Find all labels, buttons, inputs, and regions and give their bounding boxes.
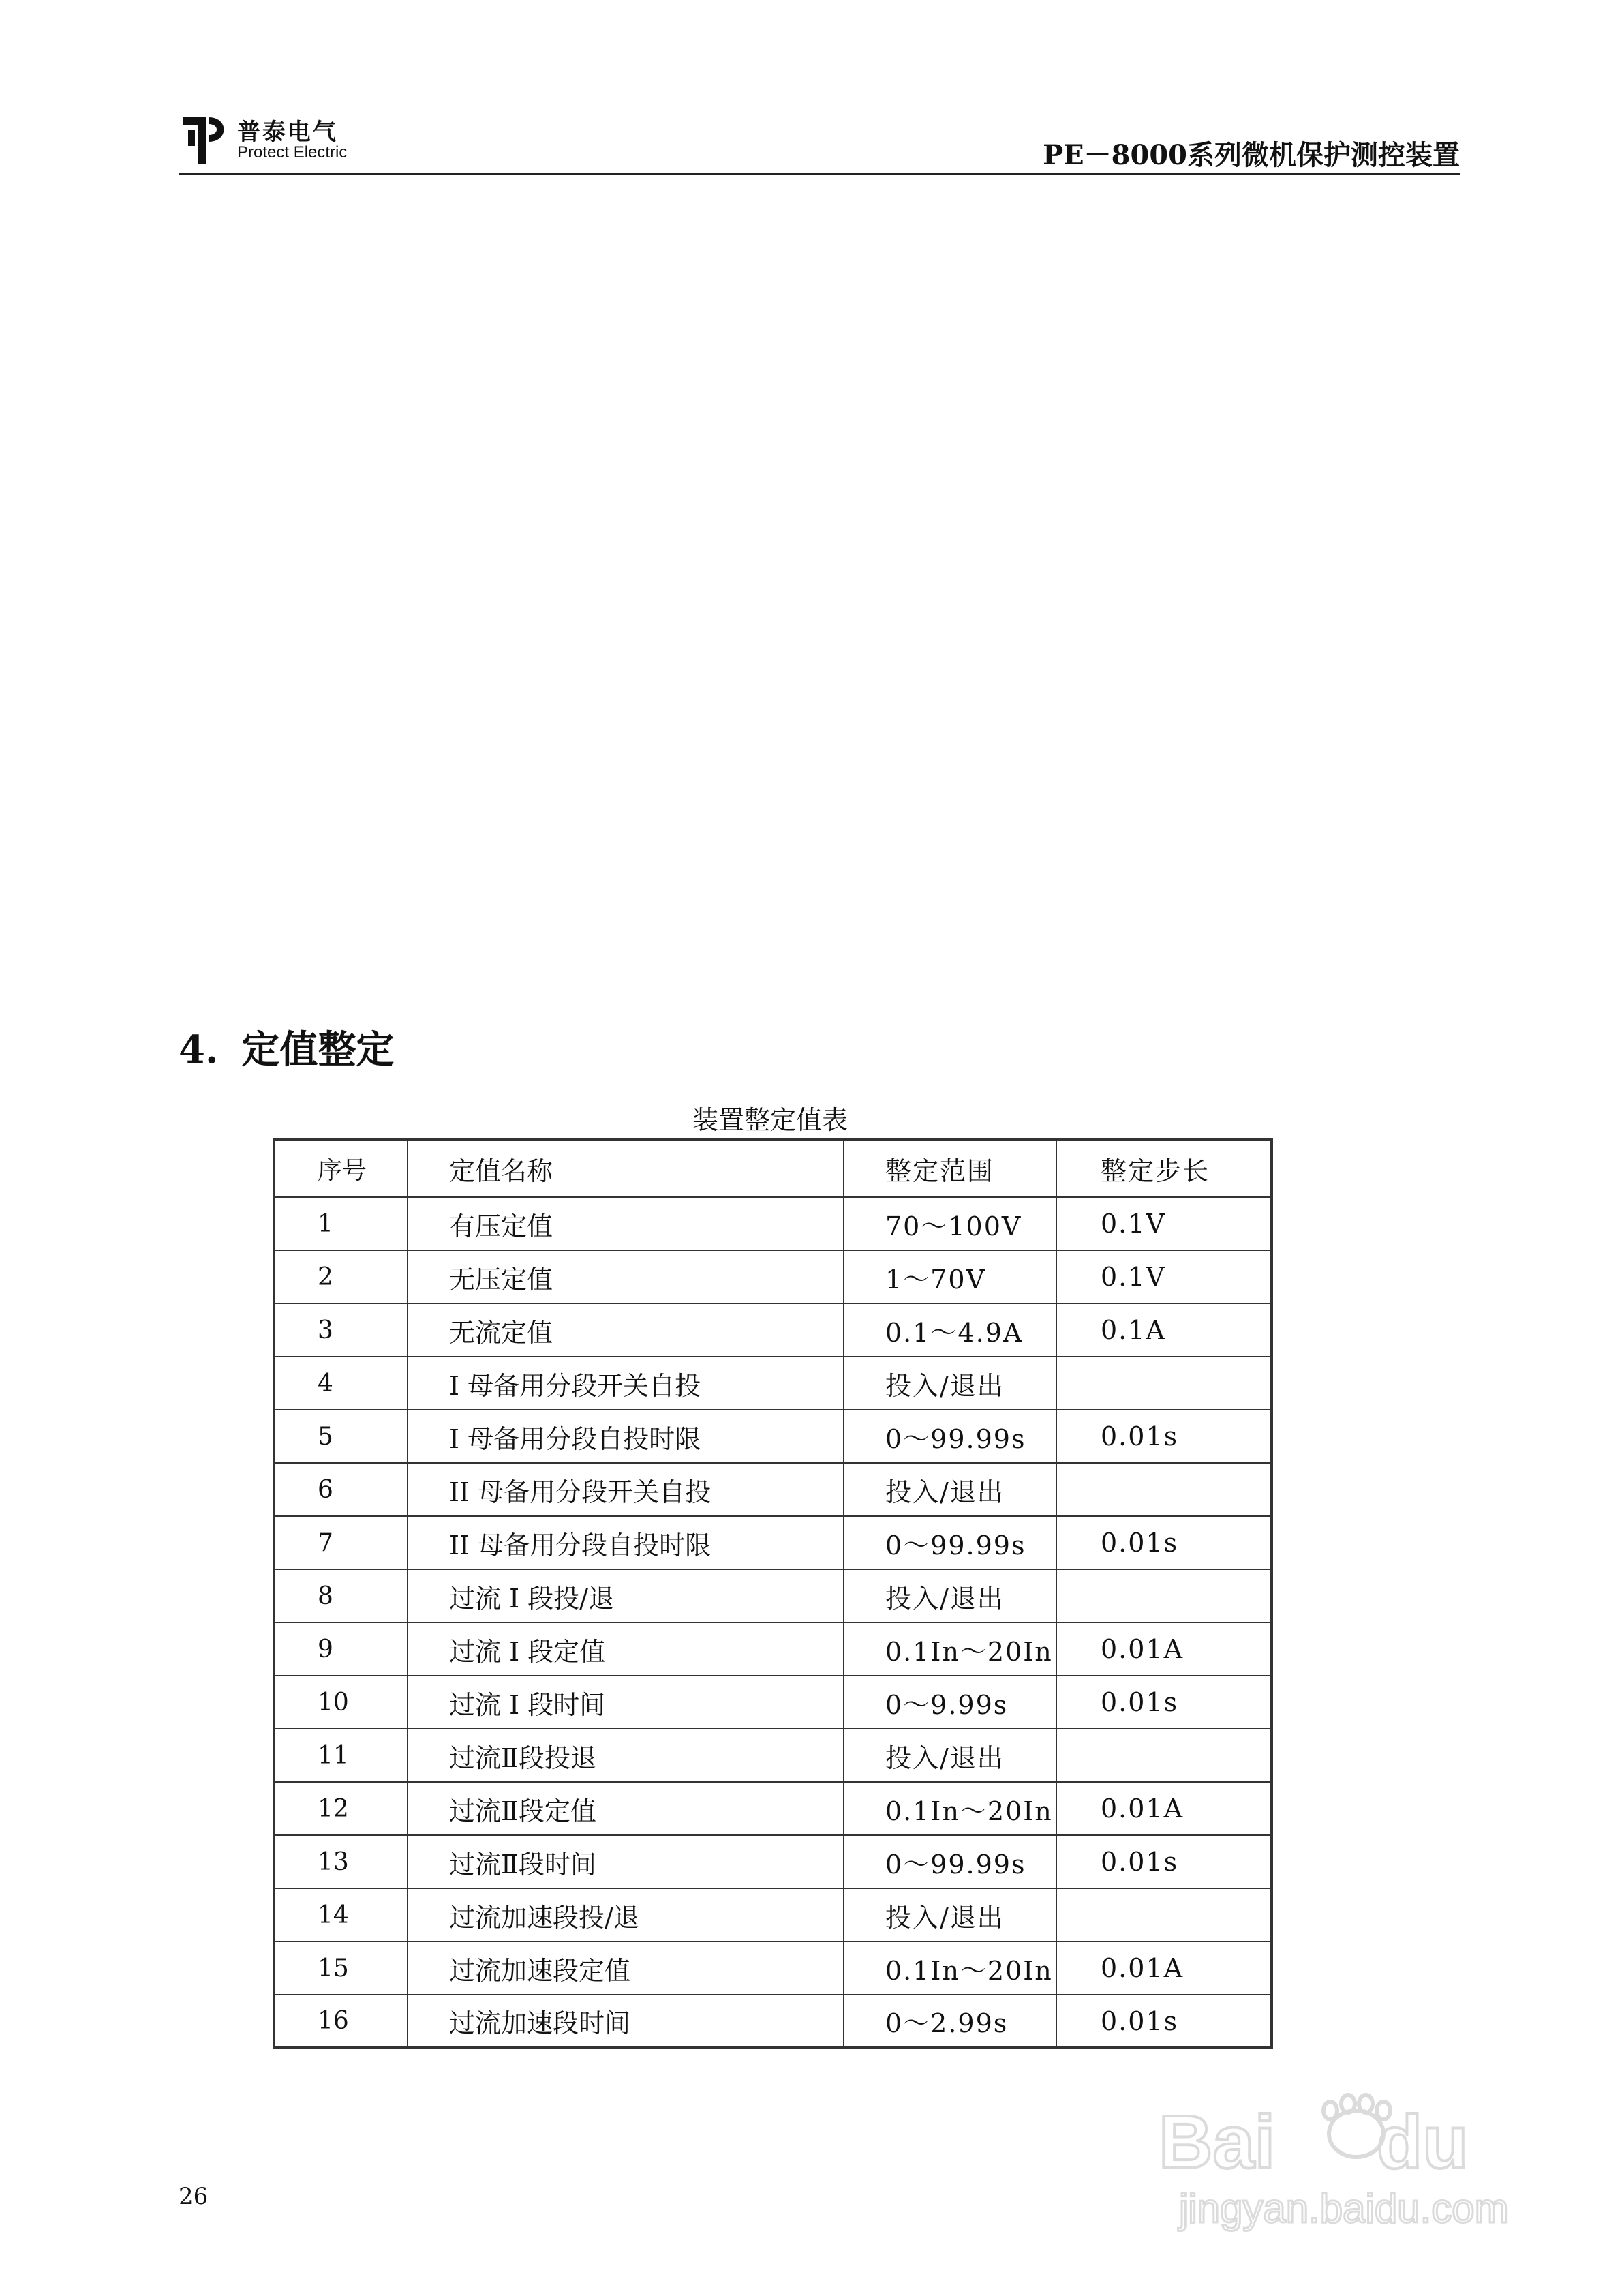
table-row — [274, 1516, 1272, 1569]
setting-step — [1056, 1888, 1272, 1942]
table-caption: 装置整定值表 — [692, 1105, 848, 1135]
column-header-range: 整定范围 — [844, 1140, 1056, 1197]
setting-range: 1～70V — [844, 1250, 1056, 1303]
table-row — [274, 1782, 1272, 1835]
setting-name: II 母备用分段开关自投 — [408, 1463, 844, 1516]
setting-range: 投入/退出 — [844, 1729, 1056, 1782]
row-index: 5 — [274, 1410, 408, 1463]
row-index: 10 — [274, 1676, 408, 1729]
table-row — [274, 1942, 1272, 1995]
setting-range: 0～99.99s — [844, 1516, 1056, 1569]
company-logo-icon — [179, 112, 230, 169]
setting-step: 0.01A — [1056, 1782, 1272, 1835]
setting-name: 过流加速段定值 — [408, 1942, 844, 1995]
table-row — [274, 1303, 1272, 1357]
document-title: PE－8000系列微机保护测控装置 — [1043, 139, 1460, 171]
setting-step: 0.1A — [1056, 1303, 1272, 1357]
settings-table — [273, 1138, 1273, 2049]
setting-step — [1056, 1729, 1272, 1782]
section-number: 4. — [179, 1027, 219, 1072]
column-header-index: 序号 — [274, 1140, 408, 1197]
table-header-row — [274, 1140, 1272, 1197]
setting-range: 0.1In～20In — [844, 1622, 1056, 1676]
section-title: 定值整定 — [241, 1027, 395, 1072]
column-header-name: 定值名称 — [408, 1140, 844, 1197]
row-index: 4 — [274, 1357, 408, 1410]
setting-range: 0～2.99s — [844, 1995, 1056, 2048]
row-index: 14 — [274, 1888, 408, 1942]
row-index: 16 — [274, 1995, 408, 2048]
company-name-cn: 普泰电气 — [237, 119, 338, 146]
table-row — [274, 1197, 1272, 1250]
setting-step — [1056, 1569, 1272, 1622]
setting-step: 0.01s — [1056, 1676, 1272, 1729]
setting-name: 过流 I 段时间 — [408, 1676, 844, 1729]
setting-name: II 母备用分段自投时限 — [408, 1516, 844, 1569]
setting-step — [1056, 1463, 1272, 1516]
svg-text:Bai: Bai — [1159, 2100, 1276, 2184]
table-row — [274, 1410, 1272, 1463]
row-index: 8 — [274, 1569, 408, 1622]
row-index: 2 — [274, 1250, 408, 1303]
section-heading — [179, 1020, 394, 1074]
setting-step: 0.1V — [1056, 1250, 1272, 1303]
setting-step: 0.01s — [1056, 1995, 1272, 2048]
setting-range: 0.1～4.9A — [844, 1303, 1056, 1357]
table-row — [274, 1835, 1272, 1888]
table-row — [274, 1888, 1272, 1942]
table-row — [274, 1995, 1272, 2048]
setting-name: 过流Ⅱ段投退 — [408, 1729, 844, 1782]
row-index: 11 — [274, 1729, 408, 1782]
row-index: 1 — [274, 1197, 408, 1250]
setting-name: 过流加速段投/退 — [408, 1888, 844, 1942]
table-row — [274, 1729, 1272, 1782]
setting-step: 0.01A — [1056, 1622, 1272, 1676]
setting-range: 投入/退出 — [844, 1357, 1056, 1410]
setting-step: 0.01A — [1056, 1942, 1272, 1995]
company-name-en: Protect Electric — [237, 143, 348, 162]
setting-name: 无压定值 — [408, 1250, 844, 1303]
table-row — [274, 1569, 1272, 1622]
setting-name: 过流 I 段定值 — [408, 1622, 844, 1676]
row-index: 15 — [274, 1942, 408, 1995]
page-number: 26 — [179, 2183, 209, 2210]
company-logo — [179, 109, 369, 170]
table-row — [274, 1676, 1272, 1729]
row-index: 13 — [274, 1835, 408, 1888]
setting-name: 有压定值 — [408, 1197, 844, 1250]
setting-range: 0.1In～20In — [844, 1942, 1056, 1995]
svg-text:jingyan.baidu.com: jingyan.baidu.com — [1179, 2186, 1509, 2231]
setting-name: I 母备用分段开关自投 — [408, 1357, 844, 1410]
column-header-step: 整定步长 — [1056, 1140, 1272, 1197]
setting-range: 0～9.99s — [844, 1676, 1056, 1729]
setting-range: 投入/退出 — [844, 1463, 1056, 1516]
setting-range: 0～99.99s — [844, 1835, 1056, 1888]
setting-range: 投入/退出 — [844, 1569, 1056, 1622]
setting-step — [1056, 1357, 1272, 1410]
setting-name: 无流定值 — [408, 1303, 844, 1357]
setting-range: 0.1In～20In — [844, 1782, 1056, 1835]
setting-step: 0.01s — [1056, 1835, 1272, 1888]
header-divider — [179, 173, 1460, 175]
table-body — [274, 1140, 1272, 2048]
setting-name: 过流Ⅱ段定值 — [408, 1782, 844, 1835]
row-index: 9 — [274, 1622, 408, 1676]
table-row — [274, 1622, 1272, 1676]
table-row — [274, 1250, 1272, 1303]
setting-step: 0.1V — [1056, 1197, 1272, 1250]
setting-name: I 母备用分段自投时限 — [408, 1410, 844, 1463]
row-index: 7 — [274, 1516, 408, 1569]
setting-name: 过流Ⅱ段时间 — [408, 1835, 844, 1888]
setting-name: 过流加速段时间 — [408, 1995, 844, 2048]
row-index: 12 — [274, 1782, 408, 1835]
table-row — [274, 1463, 1272, 1516]
setting-name: 过流 I 段投/退 — [408, 1569, 844, 1622]
row-index: 6 — [274, 1463, 408, 1516]
svg-text:du: du — [1377, 2100, 1469, 2184]
setting-step: 0.01s — [1056, 1516, 1272, 1569]
row-index: 3 — [274, 1303, 408, 1357]
setting-step: 0.01s — [1056, 1410, 1272, 1463]
setting-range: 70～100V — [844, 1197, 1056, 1250]
setting-range: 0～99.99s — [844, 1410, 1056, 1463]
setting-range: 投入/退出 — [844, 1888, 1056, 1942]
table-row — [274, 1357, 1272, 1410]
baidu-jingyan-watermark — [1152, 2086, 1533, 2243]
